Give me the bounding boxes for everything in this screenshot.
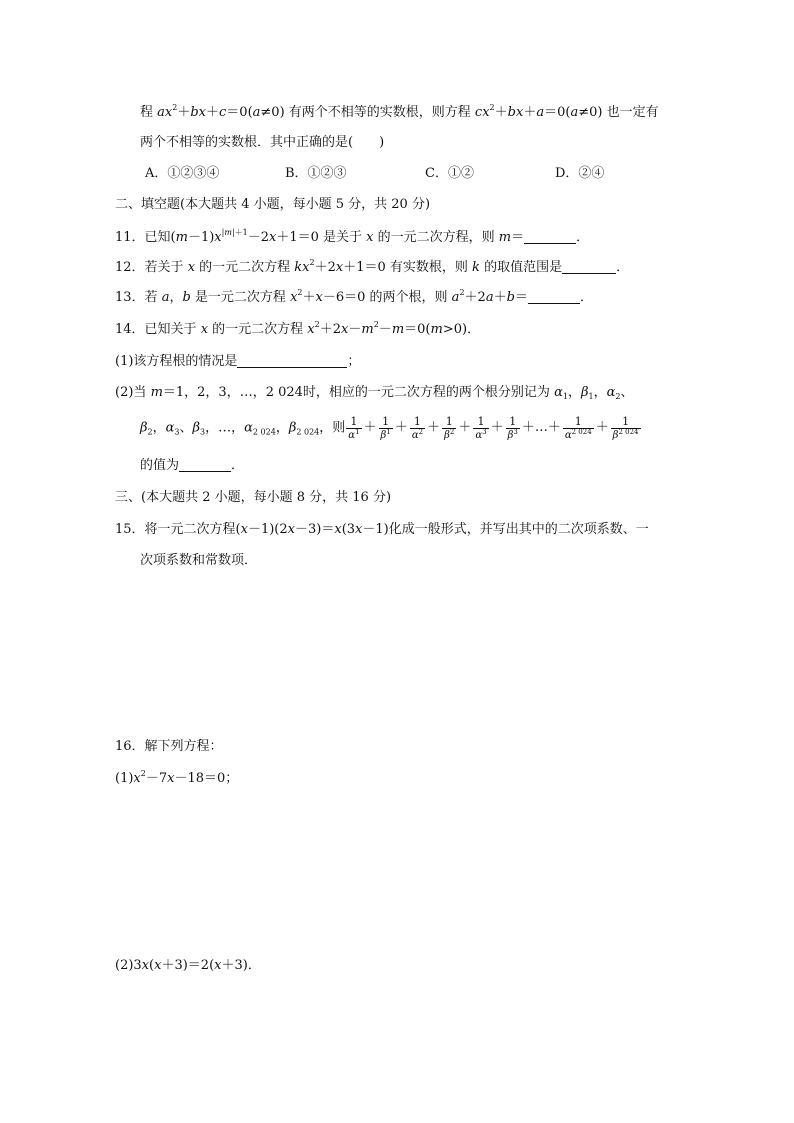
fraction-alpha2024: $\frac{1}{\alpha^{2 024}}$ [564,414,592,441]
question-16-part2: (2)3x(x＋3)＝2(x＋3)． [115,958,261,973]
question-15-line2: 次项系数和常数项． [140,553,258,568]
answer-blank-14-1[interactable] [237,353,347,368]
fraction-beta2: $\frac{1}{\beta^2}$ [444,414,455,441]
answer-blank-13[interactable] [528,289,580,304]
question-13: 13．若 a，b 是一元二次方程 $x^2+x-6=0$ 的两个根，则 $a^2+2a+b=$ ． [115,288,593,305]
fraction-alpha1: $\frac{1}{\alpha^1}$ [348,414,360,441]
equation-1: $ax^2+bx+c=0(a\ne 0)$ [157,103,285,120]
question-14-part2-line2: $\beta_2$，$\alpha_3$、$\beta_3$，…，$\alpha_{2 024}$，$\beta_{2 024}$，则 $\frac{1}{\alpha^1}$ ＋ $\frac{1}{\beta^1}$ ＋ $\frac{1}{\alpha^2}$ ＋ $\frac{1}{\beta^2}$ ＋ $\frac{1}{\alpha^3}$ ＋ $\frac{1}{\beta^3}$ ＋…＋ $\frac{1}{\alpha^{2 024}}$ ＋ $\frac{1}{\beta^{2 024}}$ [140,414,639,441]
question-16-part1: $(1)x^2-7x-18=0$； [115,769,239,786]
fraction-alpha2: $\frac{1}{\alpha^2}$ [411,414,424,441]
q10-option-c: C．①② [425,166,474,181]
q10-line1: 程 $ax^2+bx+c=0(a\ne 0)$ 有两个不相等的实数根，则方程 $cx^2+bx+a=0(a\ne 0)$ 也一定有 [140,103,659,120]
question-14-part2-line1: (2)当 m＝1，2，3，…，2 024时，相应的一元二次方程的两个根分别记为 $\alpha_1$，$\beta_1$，$\alpha_2$、 [115,385,634,401]
question-14-part2-line3: 的值为 ． [140,458,245,473]
q10-line2: 两个不相等的实数根．其中正确的是( ) [140,135,385,150]
equation-2: $cx^2+bx+a=0(a\ne 0)$ [474,103,603,120]
q10-option-d: D．②④ [555,166,605,181]
answer-blank-12[interactable] [562,259,616,274]
q10-option-b: B．①②③ [285,166,347,181]
section3-title: 三、(本大题共 2 小题，每小题 8 分，共 16 分) [115,490,392,505]
fraction-beta3: $\frac{1}{\beta^3}$ [507,414,518,441]
question-11: 11．已知$(m-1)x^{|m|+1}-2x+1=0$ 是关于 x 的一元二次方程，则 m＝ ． [115,228,590,245]
fraction-beta2024: $\frac{1}{\beta^{2 024}}$ [612,414,639,441]
fraction-beta1: $\frac{1}{\beta^1}$ [380,414,391,441]
section2-title: 二、填空题(本大题共 4 小题，每小题 5 分，共 20 分) [115,197,431,212]
fraction-alpha3: $\frac{1}{\alpha^3}$ [475,414,487,441]
question-15-line1: 15．将一元二次方程(x－1)(2x－3)＝x(3x－1)化成一般形式，并写出其中的二次项系数、一 [115,522,649,537]
question-14-part1: (1)该方程根的情况是 ； [115,354,361,369]
question-12: 12．若关于 x 的一元二次方程 $kx^2+2x+1=0$ 有实数根，则 k 的取值范围是 ． [115,258,630,275]
question-14: 14．已知关于 x 的一元二次方程 $x^2+2x-m^2-m=0(m>0)$． [115,320,481,337]
q10-option-a: A．①②③④ [145,166,220,181]
answer-blank-14-2[interactable] [179,457,231,472]
answer-blank-11[interactable] [524,229,576,244]
question-16: 16．解下列方程： [115,739,223,754]
